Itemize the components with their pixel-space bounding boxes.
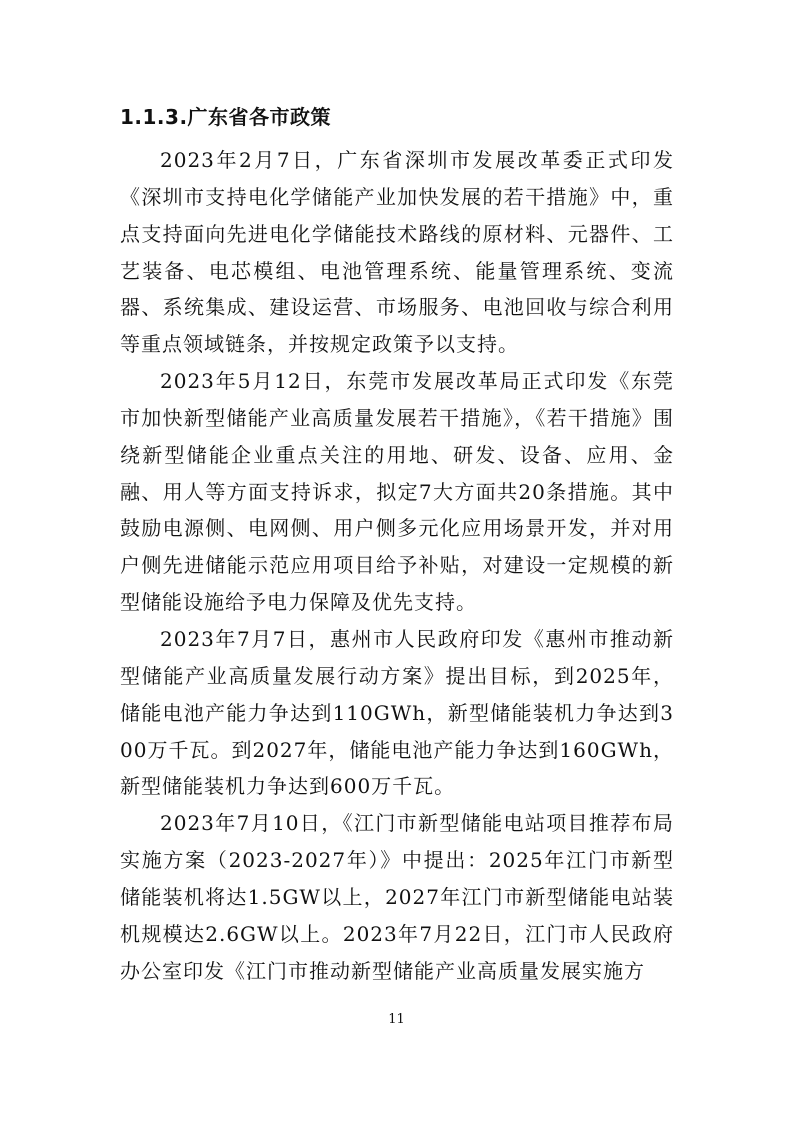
paragraph-shenzhen: 2023年2月7日，广东省深圳市发展改革委正式印发《深圳市支持电化学储能产业加快发展的若干措施》中，重点支持面向先进电化学储能技术路线的原材料、元器件、工艺装备、电芯模组、电池管理系统、能量管理系统、变流器、系统集成、建设运营、市场服务、电池回收与综合利用等重点领域链条，并按规定政策予以支持。	[120, 148, 674, 357]
paragraph-jiangmen: 2023年7月10日，《江门市新型储能电站项目推荐布局实施方案（2023-2027年）》中提出：2025年江门市新型储能装机将达1.5GW以上，2027年江门市新型储能电站装机规模达2.6GW以上。2023年7月22日，江门市人民政府办公室印发《江门市推动新型储能产业高质量发展实施方	[120, 811, 674, 983]
page-number: 11	[388, 1012, 405, 1027]
paragraph-dongguan: 2023年5月12日，东莞市发展改革局正式印发《东莞市加快新型储能产业高质量发展若干措施》，《若干措施》围绕新型储能企业重点关注的用地、研发、设备、应用、金融、用人等方面支持诉求，拟定7大方面共20条措施。其中鼓励电源侧、电网侧、用户侧多元化应用场景开发，并对用户侧先进储能示范应用项目给予补贴，对建设一定规模的新型储能设施给予电力保障及优先支持。	[120, 369, 674, 615]
body-text	[120, 142, 674, 989]
paragraph-huizhou: 2023年7月7日，惠州市人民政府印发《惠州市推动新型储能产业高质量发展行动方案》提出目标，到2025年，储能电池产能力争达到110GWh，新型储能装机力争达到300万千瓦。到2027年，储能电池产能力争达到160GWh，新型储能装机力争达到600万千瓦。	[120, 626, 674, 799]
section-heading: 1.1.3.广东省各市政策	[120, 105, 332, 129]
